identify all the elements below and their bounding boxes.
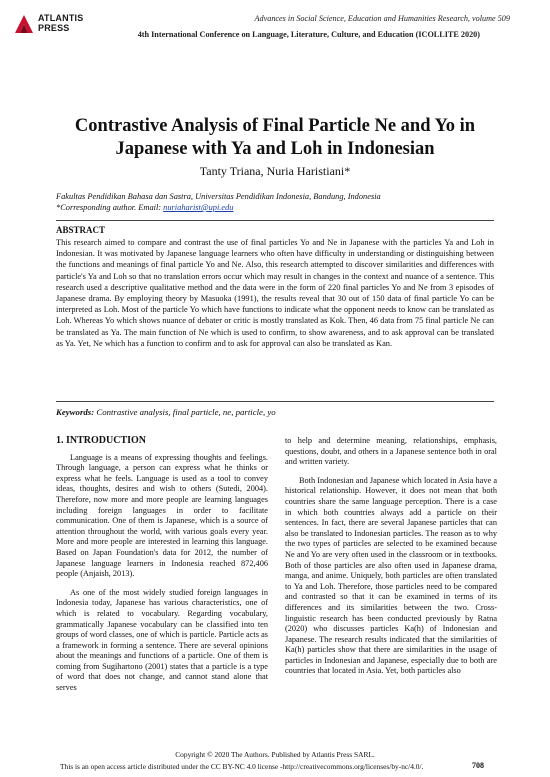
running-head: Advances in Social Science, Education and Humanities Research, volume 509	[254, 14, 510, 23]
affiliation-block	[56, 191, 510, 213]
corresponding-label: *Corresponding author. Email:	[56, 203, 164, 212]
abstract-heading: ABSTRACT	[56, 225, 106, 235]
authors: Tanty Triana, Nuria Haristiani*	[199, 164, 351, 178]
keywords-label: Keywords:	[56, 407, 95, 417]
title-line2: Japanese with Ya and Loh in Indonesian	[115, 139, 435, 159]
atlantis-logo-icon	[14, 14, 34, 34]
left-paragraph-2: As one of the most widely studied foreign languages in Indonesia today, Japanese has various characteristics, one of which is related to vocabulary. Regarding vocabulary, grammatically Japanese vocabulary can be classified into ten groups of word classes, one of which is particle. Particle acts as a framework in forming a sentence. There are several opinions about the meanings and functions of a particle. One of them is coming from Sugihartono (2001) states that a particle is a type of word that does not change, and cannot stand alone that serves	[56, 587, 268, 693]
page-number: 708	[472, 761, 484, 770]
logo-line2: PRESS	[38, 23, 70, 33]
keywords	[56, 407, 494, 417]
abstract-bottom-rule	[56, 401, 494, 402]
left-paragraph-1: Language is a means of expressing thoughts and feelings. Through language, a person can express what he thinks or express what he feels. Language is used as a tool to convey ideas, thoughts, desires and wish to others (Sutedi, 2004). Therefore, now more and more people are learning languages including foreign languages in order to facilitate communication. One of them is Japanese, which is a source of attention throughout the world, with various goals every year. More and more people are interested in learning this language. Based on Japan Foundation's data for 2012, the number of Japanese language learners in Indonesia reached 872,406 people (Anjaish, 2013).	[56, 452, 268, 579]
keywords-text: Contrastive analysis, final particle, ne, particle, yo	[94, 407, 276, 417]
conference-name: 4th International Conference on Language, Literature, Culture, and Education (ICOLLITE 2020)	[137, 30, 480, 39]
right-column	[285, 436, 497, 685]
title-line1: Contrastive Analysis of Final Particle Ne and Yo in	[74, 116, 476, 136]
corresponding-author	[56, 202, 510, 213]
abstract-text: This research aimed to compare and contrast the use of final particles Yo and Ne in Japanese with the particles Ya and Loh in Indonesian. It was motivated by Japanese language learners who often have difficulty in understanding or distinguishing between the functions and meanings of final particle Yo and Ne. Also, this research attempted to discover similarities and differences with particle's Ya and Loh so that no translation errors occur which may result in changes in the context and nuance of a sentence. This research used a descriptive qualitative method and the data were in the form of 220 final particles Yo and Ne from 3 episodes of Japanese drama. By employing theory by Masuoka (1991), the results reveal that 30 out of 150 data of final particle Yo can be interpreted as Loh. Most of the particle Yo which have functions to indicate what the opponent needs to know can be translated as Loh. Whereas Yo which shows nuance of debater or critic is mostly translated as Kok. Then, 46 data from 75 final particle Ne can be translated as Ya. The main function of Ne which is used to confirm, to show awareness, and to ask approval can be translated as Ya. Yet, Ne which has a function to confirm and to ask for approval can also be translated as Kan.	[56, 238, 494, 348]
footer-copyright: Copyright © 2020 The Authors. Published by Atlantis Press SARL.	[175, 750, 375, 759]
logo-line1: ATLANTIS	[38, 13, 84, 23]
right-paragraph-2: Both Indonesian and Japanese which located in Asia have a historical relationship. However, it does not mean that both countries share the same language perception. There is a case in which both countries always add a particle on their sentences. In fact, there are several Japanese particles that can also be translated to Indonesian particles. The reason as to why the two types of particles are selected to be examined because Ne and Yo are very often used in the classroom or in textbooks. Both of those particles are also often used in Japanese drama, manga, and anime. Uniquely, both particles are often translated to Ya and Loh. Therefore, those particles need to be compared and contrasted so that it can be examined in terms of its differences and its similarities between the two. Cross-linguistic research has been conducted previously by Ratna (2020) who discusses particles Ka(h) of Indonesian and Japanese. The research results indicated that the similarities of Ka(h) particles show that there are similarities in the usage of particles in Indonesian and Japanese, especially due to both are countries that located in Asia. Yet, both particles also	[285, 475, 497, 676]
paper-title	[40, 115, 510, 161]
right-paragraph-1: to help and determine meaning, relationships, emphasis, questions, doubt, and others in a Japanese sentence both in oral and written variety.	[285, 436, 497, 467]
affiliation: Fakultas Pendidikan Bahasa dan Sastra, Universitas Pendidikan Indonesia, Bandung, Indonesia	[56, 192, 381, 201]
abstract-top-rule	[56, 220, 494, 221]
footer-license: This is an open access article distributed under the CC BY-NC 4.0 license -http://creativecommons.org/licenses/by-nc/4.0/.	[60, 762, 424, 771]
email-link[interactable]: nuriaharist@upi.edu	[163, 203, 234, 212]
left-column	[56, 436, 268, 702]
section-heading-introduction: 1. INTRODUCTION	[56, 435, 147, 446]
